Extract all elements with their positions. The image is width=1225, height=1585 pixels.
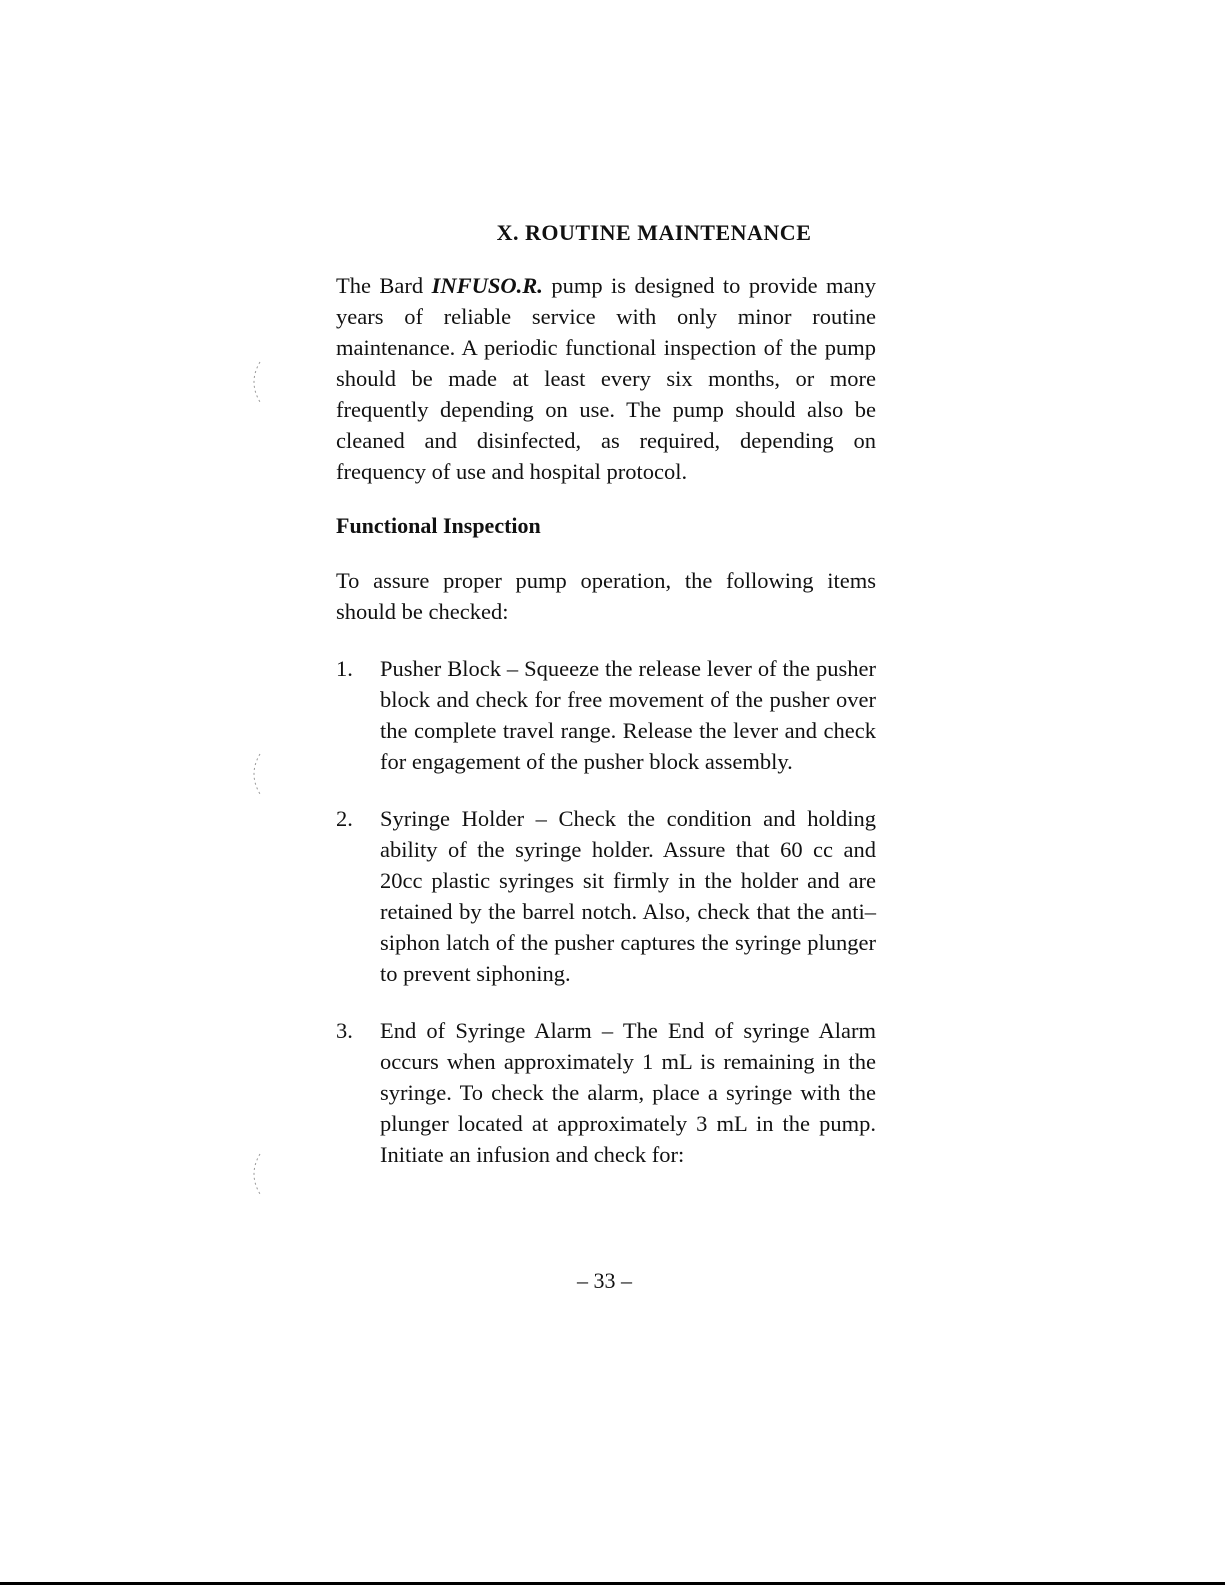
list-item	[336, 803, 876, 989]
list-item	[336, 1015, 876, 1170]
intro-text-after: pump is designed to provide many years of reliable service with only minor routine maintenance. A periodic functional inspection of the pump should be made at least every six months, or more frequently depending on use. The pump should also be cleaned and disinfected, as required, depending on frequency of use and hospital protocol.	[336, 273, 876, 484]
list-item-text: End of Syringe Alarm – The End of syringe Alarm occurs when approximately 1 mL is remaining in the syringe. To check the alarm, place a syringe with the plunger located at approximately 3 mL in the pump. Initiate an infusion and check for:	[380, 1018, 876, 1167]
product-name: INFUSO.R.	[431, 273, 543, 298]
list-item-text: Syringe Holder – Check the condition and holding ability of the syringe holder. Assure that 60 cc and 20cc plastic syringes sit firmly in the holder and are retained by the barrel notch. Also, check that the anti–siphon latch of the pusher captures the syringe plunger to prevent siphoning.	[380, 806, 876, 986]
intro-paragraph	[336, 270, 876, 487]
list-item-number: 3.	[336, 1018, 353, 1043]
list-item-text: Pusher Block – Squeeze the release lever of the pusher block and check for free movement of the pusher over the complete travel range. Release the lever and check for engagement of the pusher block assembly.	[380, 656, 876, 774]
punch-hole-mark-middle	[246, 752, 266, 796]
section-title: X. ROUTINE MAINTENANCE	[496, 220, 812, 245]
intro-text-before: The Bard	[336, 273, 432, 298]
punch-hole-mark-bottom	[246, 1152, 266, 1196]
list-item-number: 2.	[336, 806, 353, 831]
page-number-text: – 33 –	[577, 1268, 632, 1293]
inspection-checklist	[336, 653, 876, 1170]
list-item	[336, 653, 876, 777]
subsection-title: Functional Inspection	[336, 513, 541, 538]
list-item-number: 1.	[336, 656, 353, 681]
punch-hole-mark-top	[246, 360, 266, 404]
page-number	[0, 1268, 1225, 1294]
text-column	[336, 220, 876, 1196]
inspection-lead-paragraph: To assure proper pump operation, the following items should be checked:	[336, 568, 876, 624]
